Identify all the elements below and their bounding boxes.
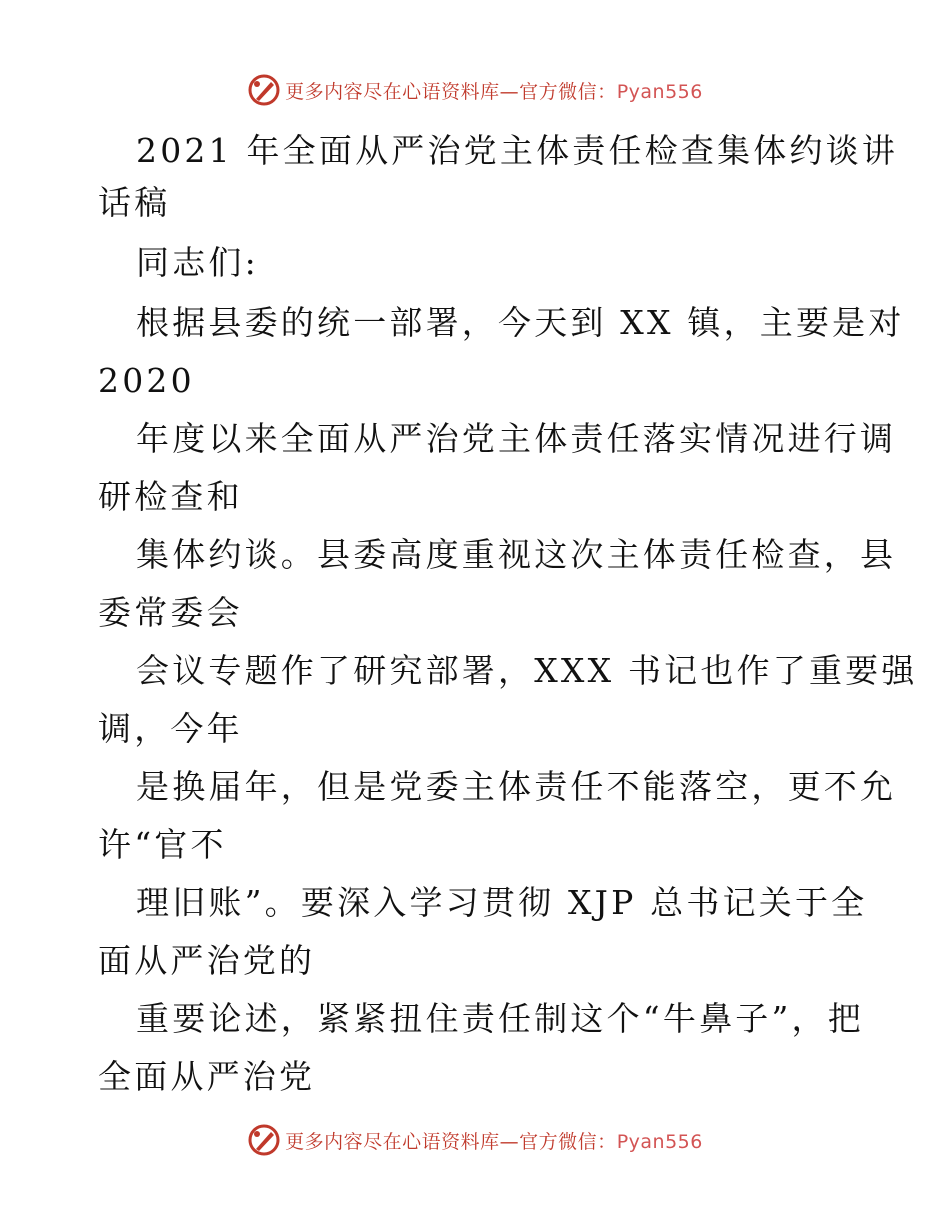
- paragraph-line: 集体约谈。县委高度重视这次主体责任检查，县: [136, 535, 897, 574]
- footer-watermark: [0, 1120, 950, 1160]
- quill-pen-seal-icon: [247, 73, 281, 107]
- paragraph-line: 会议专题作了研究部署，XXX 书记也作了重要强: [136, 651, 918, 690]
- paragraph-line: 是换届年，但是党委主体责任不能落空，更不允: [136, 767, 897, 806]
- watermark-wechat-handle: Pyan556: [616, 80, 703, 103]
- watermark-separator: —: [499, 80, 520, 103]
- paragraph-line: 年度以来全面从严治党主体责任落实情况进行调: [136, 419, 897, 458]
- watermark-wechat-label: 官方微信：: [519, 1130, 617, 1153]
- header-watermark: [0, 70, 950, 110]
- salutation: 同志们:: [136, 243, 259, 282]
- paragraph-line: 调，今年: [98, 709, 243, 748]
- watermark-wechat-label: 官方微信：: [519, 80, 617, 103]
- paragraph-line: 全面从严治党: [98, 1057, 316, 1096]
- watermark-separator: —: [499, 1130, 520, 1153]
- paragraph-line: 理旧账”。要深入学习贯彻 XJP 总书记关于全: [136, 883, 868, 922]
- paragraph-line: 许“官不: [98, 825, 227, 864]
- paragraph-line: 根据县委的统一部署，今天到 XX 镇，主要是对: [136, 303, 905, 342]
- paragraph-line: 研检查和: [98, 477, 243, 516]
- paragraph-line: 重要论述，紧紧扭住责任制这个“牛鼻子”，把: [136, 999, 864, 1038]
- paragraph-line: 委常委会: [98, 593, 243, 632]
- watermark-site-text: 更多内容尽在心语资料库: [285, 1130, 500, 1153]
- paragraph-line: 2020: [98, 361, 195, 400]
- document-title-line-1: 2021 年全面从严治党主体责任检查集体约谈讲: [136, 131, 899, 170]
- quill-pen-seal-icon: [247, 1123, 281, 1157]
- paragraph-line: 面从严治党的: [98, 941, 316, 980]
- document-title-line-2: 话稿: [98, 183, 171, 222]
- watermark-wechat-handle: Pyan556: [616, 1130, 703, 1153]
- watermark-text: [285, 1127, 703, 1154]
- watermark-site-text: 更多内容尽在心语资料库: [285, 80, 500, 103]
- watermark-text: [285, 77, 703, 104]
